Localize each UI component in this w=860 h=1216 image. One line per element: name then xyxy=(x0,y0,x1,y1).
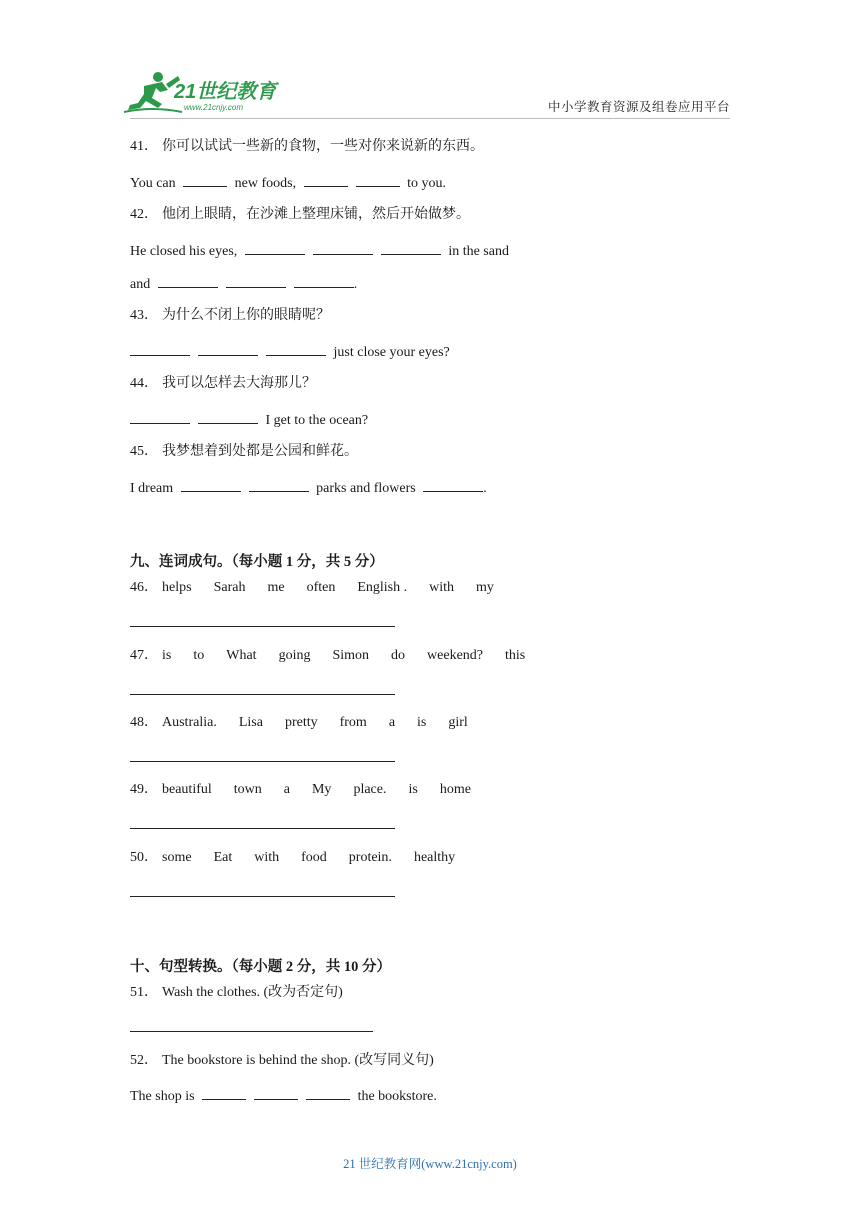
scrambled-word: with xyxy=(254,850,280,865)
answer-blank[interactable] xyxy=(198,410,258,424)
question-number: 51． xyxy=(130,985,158,1000)
runner-logo-icon xyxy=(122,68,292,116)
scrambled-word: Lisa xyxy=(238,715,263,730)
question-number: 52． xyxy=(130,1053,158,1068)
sentence-part: The shop is xyxy=(130,1089,195,1104)
scrambled-word: me xyxy=(267,580,285,595)
question-45-english xyxy=(130,478,487,498)
question-48 xyxy=(130,714,468,732)
answer-line[interactable] xyxy=(130,761,395,762)
scrambled-word: to xyxy=(193,648,205,663)
question-46 xyxy=(130,579,494,597)
question-text: The bookstore is behind the shop. (改写同义句) xyxy=(162,1053,434,1068)
sentence-part: new foods, xyxy=(234,176,297,191)
question-number: 45． xyxy=(130,444,158,459)
scrambled-word: pretty xyxy=(284,715,318,730)
question-51 xyxy=(130,984,343,1002)
question-number: 43． xyxy=(130,308,158,323)
answer-line[interactable] xyxy=(130,694,395,695)
answer-blank[interactable] xyxy=(130,410,190,424)
scrambled-word: protein. xyxy=(348,850,392,865)
answer-blank[interactable] xyxy=(304,173,348,187)
scrambled-word: from xyxy=(339,715,367,730)
question-44-chinese xyxy=(130,375,316,393)
question-50 xyxy=(130,849,455,867)
question-49 xyxy=(130,781,471,799)
answer-blank[interactable] xyxy=(313,241,373,255)
scrambled-word: helps xyxy=(162,580,192,595)
scrambled-word: is xyxy=(417,715,427,730)
platform-name: 中小学教育资源及组卷应用平台 xyxy=(547,100,730,114)
question-number: 50． xyxy=(130,850,158,865)
answer-blank[interactable] xyxy=(202,1086,246,1100)
scrambled-word: is xyxy=(408,782,418,797)
answer-blank[interactable] xyxy=(266,342,326,356)
chinese-prompt: 他闭上眼睛，在沙滩上整理床铺，然后开始做梦。 xyxy=(162,207,470,222)
answer-blank[interactable] xyxy=(254,1086,298,1100)
sentence-part: . xyxy=(353,277,358,292)
scrambled-word: home xyxy=(439,782,471,797)
question-42-chinese xyxy=(130,206,470,224)
question-number: 46． xyxy=(130,580,158,595)
logo-url: www.21cnjy.com xyxy=(184,103,243,112)
answer-line[interactable] xyxy=(130,896,395,897)
question-number: 42． xyxy=(130,207,158,222)
scrambled-word: this xyxy=(505,648,526,663)
answer-line[interactable] xyxy=(130,828,395,829)
page-footer: 21 世纪教育网(www.21cnjy.com) xyxy=(343,1157,517,1171)
scrambled-word: town xyxy=(233,782,262,797)
question-number: 47． xyxy=(130,648,158,663)
answer-blank[interactable] xyxy=(181,478,241,492)
scrambled-word: with xyxy=(429,580,454,595)
chinese-prompt: 你可以试试一些新的食物，一些对你来说新的东西。 xyxy=(162,139,484,154)
scrambled-word: often xyxy=(306,580,336,595)
question-number: 49． xyxy=(130,782,158,797)
sentence-part: parks and flowers xyxy=(316,481,416,496)
scrambled-word: a xyxy=(388,715,396,730)
sentence-part: You can xyxy=(130,176,176,191)
answer-blank[interactable] xyxy=(226,274,286,288)
scrambled-word: food xyxy=(301,850,327,865)
question-52 xyxy=(130,1052,434,1070)
question-41-english xyxy=(130,173,446,193)
question-41-chinese xyxy=(130,138,484,156)
scrambled-word: is xyxy=(162,648,172,663)
answer-blank[interactable] xyxy=(183,173,227,187)
sentence-part: . xyxy=(483,481,487,496)
scrambled-word: Eat xyxy=(213,850,233,865)
answer-blank[interactable] xyxy=(130,342,190,356)
chinese-prompt: 我可以怎样去大海那儿？ xyxy=(162,376,316,391)
logo-title: 21世纪教育 xyxy=(174,81,277,103)
question-43-chinese xyxy=(130,307,330,325)
scrambled-word: My xyxy=(311,782,332,797)
answer-blank[interactable] xyxy=(381,241,441,255)
scrambled-word: going xyxy=(278,648,311,663)
sentence-part: to you. xyxy=(407,176,446,191)
question-number: 48． xyxy=(130,715,158,730)
scrambled-word: some xyxy=(162,850,192,865)
question-45-chinese xyxy=(130,443,358,461)
scrambled-word: healthy xyxy=(413,850,456,865)
answer-blank[interactable] xyxy=(198,342,258,356)
scrambled-word: weekend? xyxy=(427,648,483,663)
scrambled-word: Australia. xyxy=(162,715,217,730)
answer-line[interactable] xyxy=(130,626,395,627)
section-9-title: 九、连词成句。（每小题 1 分，共 5 分） xyxy=(130,554,384,570)
question-47 xyxy=(130,647,525,665)
question-number: 44． xyxy=(130,376,158,391)
scrambled-word: a xyxy=(283,782,290,797)
sentence-part: the bookstore. xyxy=(357,1089,437,1104)
sentence-part: I dream xyxy=(130,481,174,496)
sentence-part: just close your eyes? xyxy=(333,345,450,360)
scrambled-word: do xyxy=(391,648,406,663)
header-divider xyxy=(130,118,730,119)
answer-blank[interactable] xyxy=(356,173,400,187)
chinese-prompt: 为什么不闭上你的眼睛呢？ xyxy=(162,308,330,323)
sentence-part: He closed his eyes, xyxy=(130,244,238,259)
sentence-part: I get to the ocean? xyxy=(265,413,369,428)
answer-blank[interactable] xyxy=(294,274,354,288)
answer-blank[interactable] xyxy=(249,478,309,492)
chinese-prompt: 我梦想着到处都是公园和鲜花。 xyxy=(162,444,358,459)
question-42-english xyxy=(130,241,509,261)
scrambled-word: Simon xyxy=(332,648,370,663)
answer-blank[interactable] xyxy=(245,241,305,255)
question-43-english xyxy=(130,342,450,362)
answer-blank[interactable] xyxy=(306,1086,350,1100)
question-number: 41． xyxy=(130,139,158,154)
scrambled-word: beautiful xyxy=(162,782,212,797)
scrambled-word: What xyxy=(226,648,257,663)
scrambled-word: Sarah xyxy=(213,580,246,595)
question-44-english xyxy=(130,410,368,430)
sentence-part: and xyxy=(130,277,151,292)
answer-line[interactable] xyxy=(130,1031,373,1032)
question-52-english xyxy=(130,1086,437,1106)
question-text: Wash the clothes. (改为否定句) xyxy=(162,985,343,1000)
scrambled-word: English . xyxy=(357,580,408,595)
sentence-part: in the sand xyxy=(448,244,509,259)
scrambled-word: my xyxy=(476,580,494,595)
section-10-title: 十、句型转换。（每小题 2 分，共 10 分） xyxy=(130,959,391,975)
answer-blank[interactable] xyxy=(158,274,218,288)
question-42-english-cont xyxy=(130,274,357,294)
site-logo xyxy=(122,68,292,116)
scrambled-word: place. xyxy=(353,782,387,797)
answer-blank[interactable] xyxy=(423,478,483,492)
scrambled-word: girl xyxy=(448,715,468,730)
